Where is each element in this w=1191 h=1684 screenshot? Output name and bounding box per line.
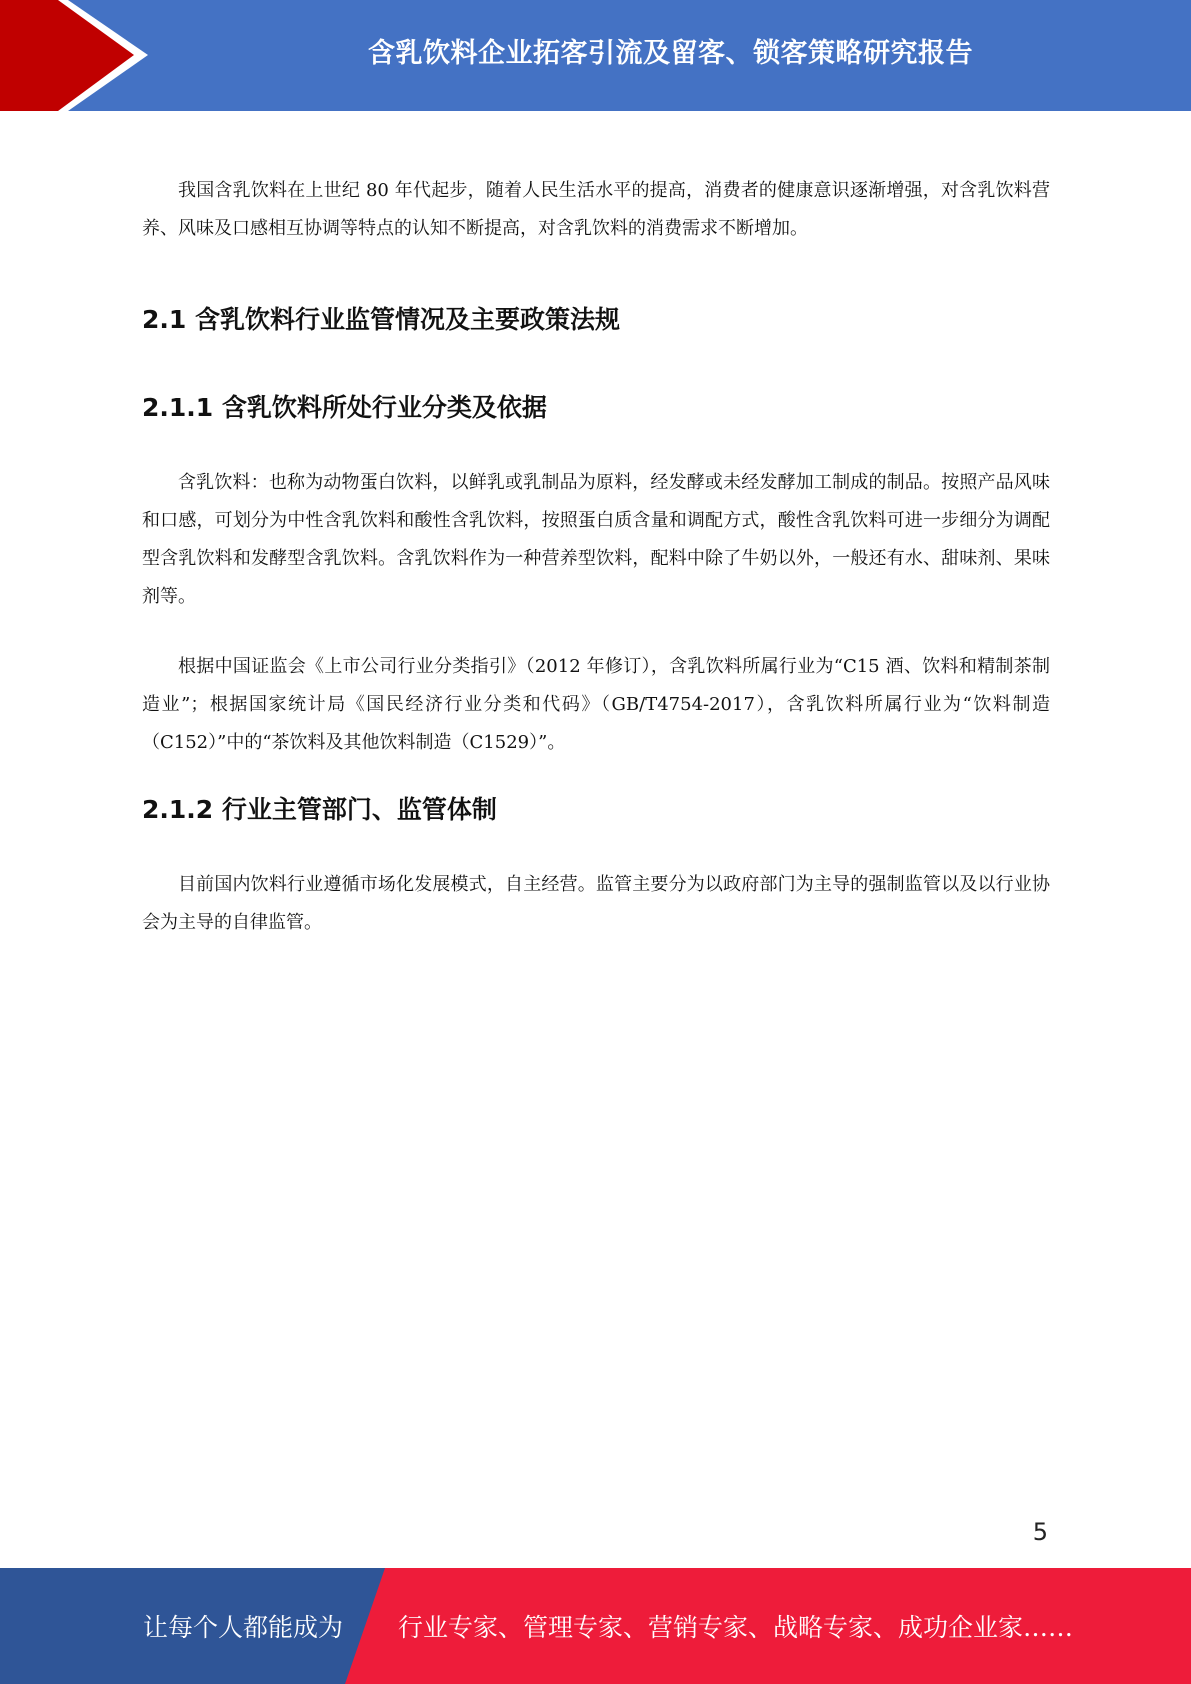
report-title: 含乳饮料企业拓客引流及留客、锁客策略研究报告 [368,37,973,69]
paragraph-industry-basis: 根据中国证监会《上市公司行业分类指引》（2012 年修订），含乳饮料所属行业为“C15 酒、饮料和精制茶制造业”；根据国家统计局《国民经济行业分类和代码》（GB/T4754-2017），含乳饮料所属行业为“饮料制造（C152）”中的“茶饮料及其他饮料制造（C1529）”。 [142,656,1050,753]
footer-banner [0,1568,1191,1684]
paragraph-classification: 含乳饮料：也称为动物蛋白饮料，以鲜乳或乳制品为原料，经发酵或未经发酵加工制成的制品。按照产品风味和口感，可划分为中性含乳饮料和酸性含乳饮料，按照蛋白质含量和调配方式，酸性含乳饮料可进一步细分为调配型含乳饮料和发酵型含乳饮料。含乳饮料作为一种营养型饮料，配料中除了牛奶以外，一般还有水、甜味剂、果味剂等。 [142,472,1050,607]
section-heading-2-1: 2.1 含乳饮料行业监管情况及主要政策法规 [142,305,620,334]
document-body [142,172,1050,942]
intro-paragraph: 我国含乳饮料在上世纪 80 年代起步，随着人民生活水平的提高，消费者的健康意识逐渐增强，对含乳饮料营养、风味及口感相互协调等特点的认知不断提高，对含乳饮料的消费需求不断增加。 [142,180,1050,239]
section-heading-2-1-2: 2.1.2 行业主管部门、监管体制 [142,795,497,824]
page-number: 5 [1032,1518,1048,1546]
footer-slogan-left: 让每个人都能成为 [143,1613,344,1642]
footer-slogan-right: 行业专家、管理专家、营销专家、战略专家、成功企业家…… [398,1613,1074,1642]
paragraph-regulation: 目前国内饮料行业遵循市场化发展模式，自主经营。监管主要分为以政府部门为主导的强制监管以及以行业协会为主导的自律监管。 [142,874,1050,933]
header-banner [0,0,1191,111]
section-heading-2-1-1: 2.1.1 含乳饮料所处行业分类及依据 [142,393,547,422]
chevron-arrow-icon [0,0,160,111]
